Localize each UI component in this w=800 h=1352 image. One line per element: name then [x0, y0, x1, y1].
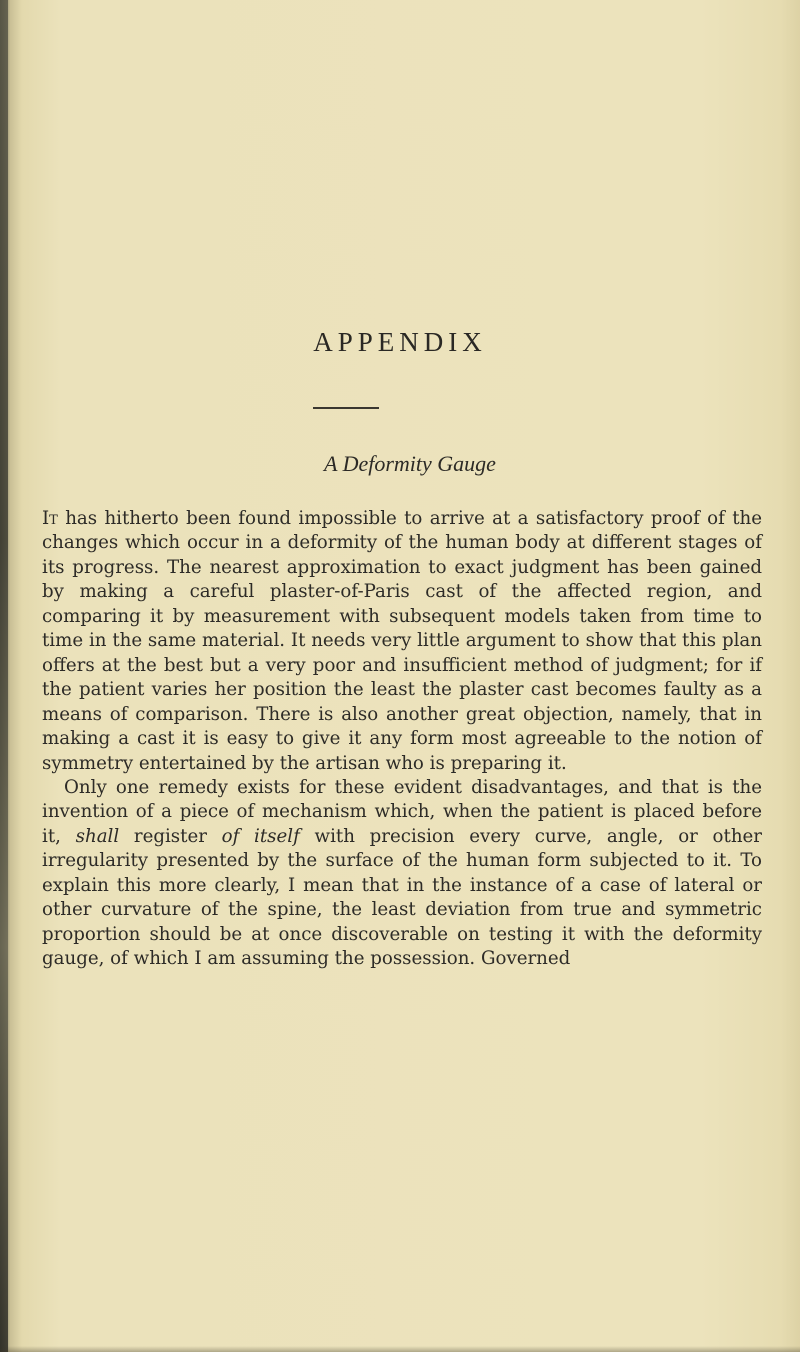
page-bottom-shadow — [0, 1346, 800, 1352]
paragraph-2 — [42, 776, 762, 972]
paragraph-2-italic-of-itself: of itself — [221, 825, 300, 847]
paragraph-1-text: has hitherto been found impossible to arrive at a satisfactory proof of the changes which occur in a deformity of the human body at different stages of its progress. The nearest approximation to exact judgment has been gained by making a careful plaster-of-Paris cast of the affected region, and comparing it by measurement with subsequent models taken from time to time in the same material. It needs very little argument to show that this plan offers at the best but a very poor and insufficient method of judgment; for if the patient varies her position the least the plaster cast becomes faulty as a means of comparison. There is also another great objection, namely, that in making a cast it is easy to give it any form most agreeable to the notion of symmetry entertained by the artisan who is preparing it. — [42, 508, 762, 774]
section-subtitle: A Deformity Gauge — [324, 451, 496, 476]
paragraph-2-text-c: with precision every curve, angle, or other irregularity presented by the surface of the human form subjected to it. To explain this more clearly, I mean that in the instance of a case of lateral or other curvature of the spine, the least deviation from true and symmetric proportion should be at once discoverable on testing it with the deformity gauge, of which I am assuming the possession. Governed — [42, 825, 762, 970]
paragraph-2-text-a: Only one remedy exists for these evident disadvantages, and that is the invention of a piece of mechanism which, when the patient is placed before it, — [42, 776, 762, 847]
paragraph-1 — [42, 507, 762, 776]
paragraph-2-text-b: register — [119, 825, 222, 847]
paragraph-2-italic-shall: shall — [75, 825, 120, 847]
binding-edge — [0, 0, 8, 1352]
appendix-heading: APPENDIX — [313, 327, 487, 357]
body-text — [42, 507, 762, 972]
paragraph-1-lead: It — [42, 508, 58, 529]
heading-rule — [313, 407, 379, 409]
